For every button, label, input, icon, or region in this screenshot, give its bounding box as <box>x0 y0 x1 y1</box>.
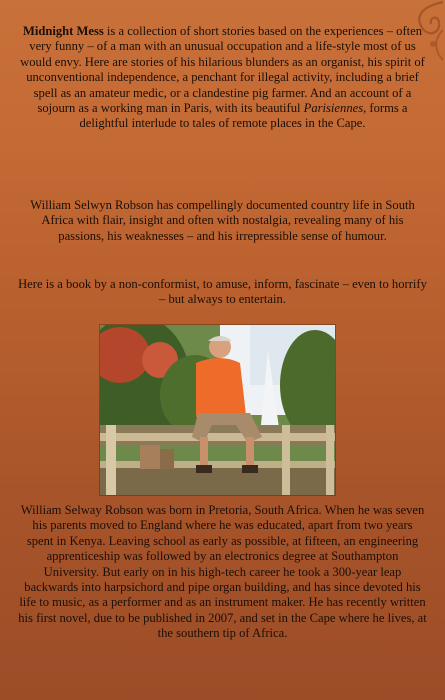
author-biography-paragraph: William Selway Robson was born in Pretoria, South Africa. When he was seven his parents moved to England where he was educated, apart from two years spent in Kenya. Leaving school as early as possible, at fifteen, an engineering apprenticeship was followed by an electronics degree at Southampton University. But early on in his high-tech career he took a 300-year leap backwards into harpsichord and pipe organ building, and has since devoted his life to music, as a performer and as an instrument maker. He has recently written his first novel, due to be published in 2007, and set in the Cape where he lives, at the southern tip of Africa. <box>18 503 427 641</box>
tagline-paragraph: Here is a book by a non-conformist, to amuse, inform, fascinate – even to horrify – but always to entertain. <box>18 277 427 307</box>
blurb-text-1: is a collection of short stories based on the experiences – often very funny – of a man with an unusual occupation and a life-style most of us would envy. Here are stories of his hilarious blunders as an organist, his spirit of unconventional independence, a penchant for illegal activity, including a brief spell as an amateur medic, or a clandestine pig farmer. And an account of a sojourn as a working man in Paris, with its beautiful <box>20 24 425 116</box>
author-description-paragraph: William Selwyn Robson has compellingly documented country life in South Africa with flair, insight and often with nostalgia, revealing many of his passions, his weaknesses – and his irrepressible sense of humour. <box>30 198 415 243</box>
blurb-paragraph <box>18 24 427 132</box>
author-photo-illustration-icon <box>100 325 335 495</box>
blurb-text-2: , forms a delightful interlude to tales of remote places in the Cape. <box>79 101 408 131</box>
book-title: Midnight Mess <box>22 24 104 38</box>
author-photo <box>100 325 335 495</box>
blurb-italic: Parisiennes <box>303 101 364 116</box>
